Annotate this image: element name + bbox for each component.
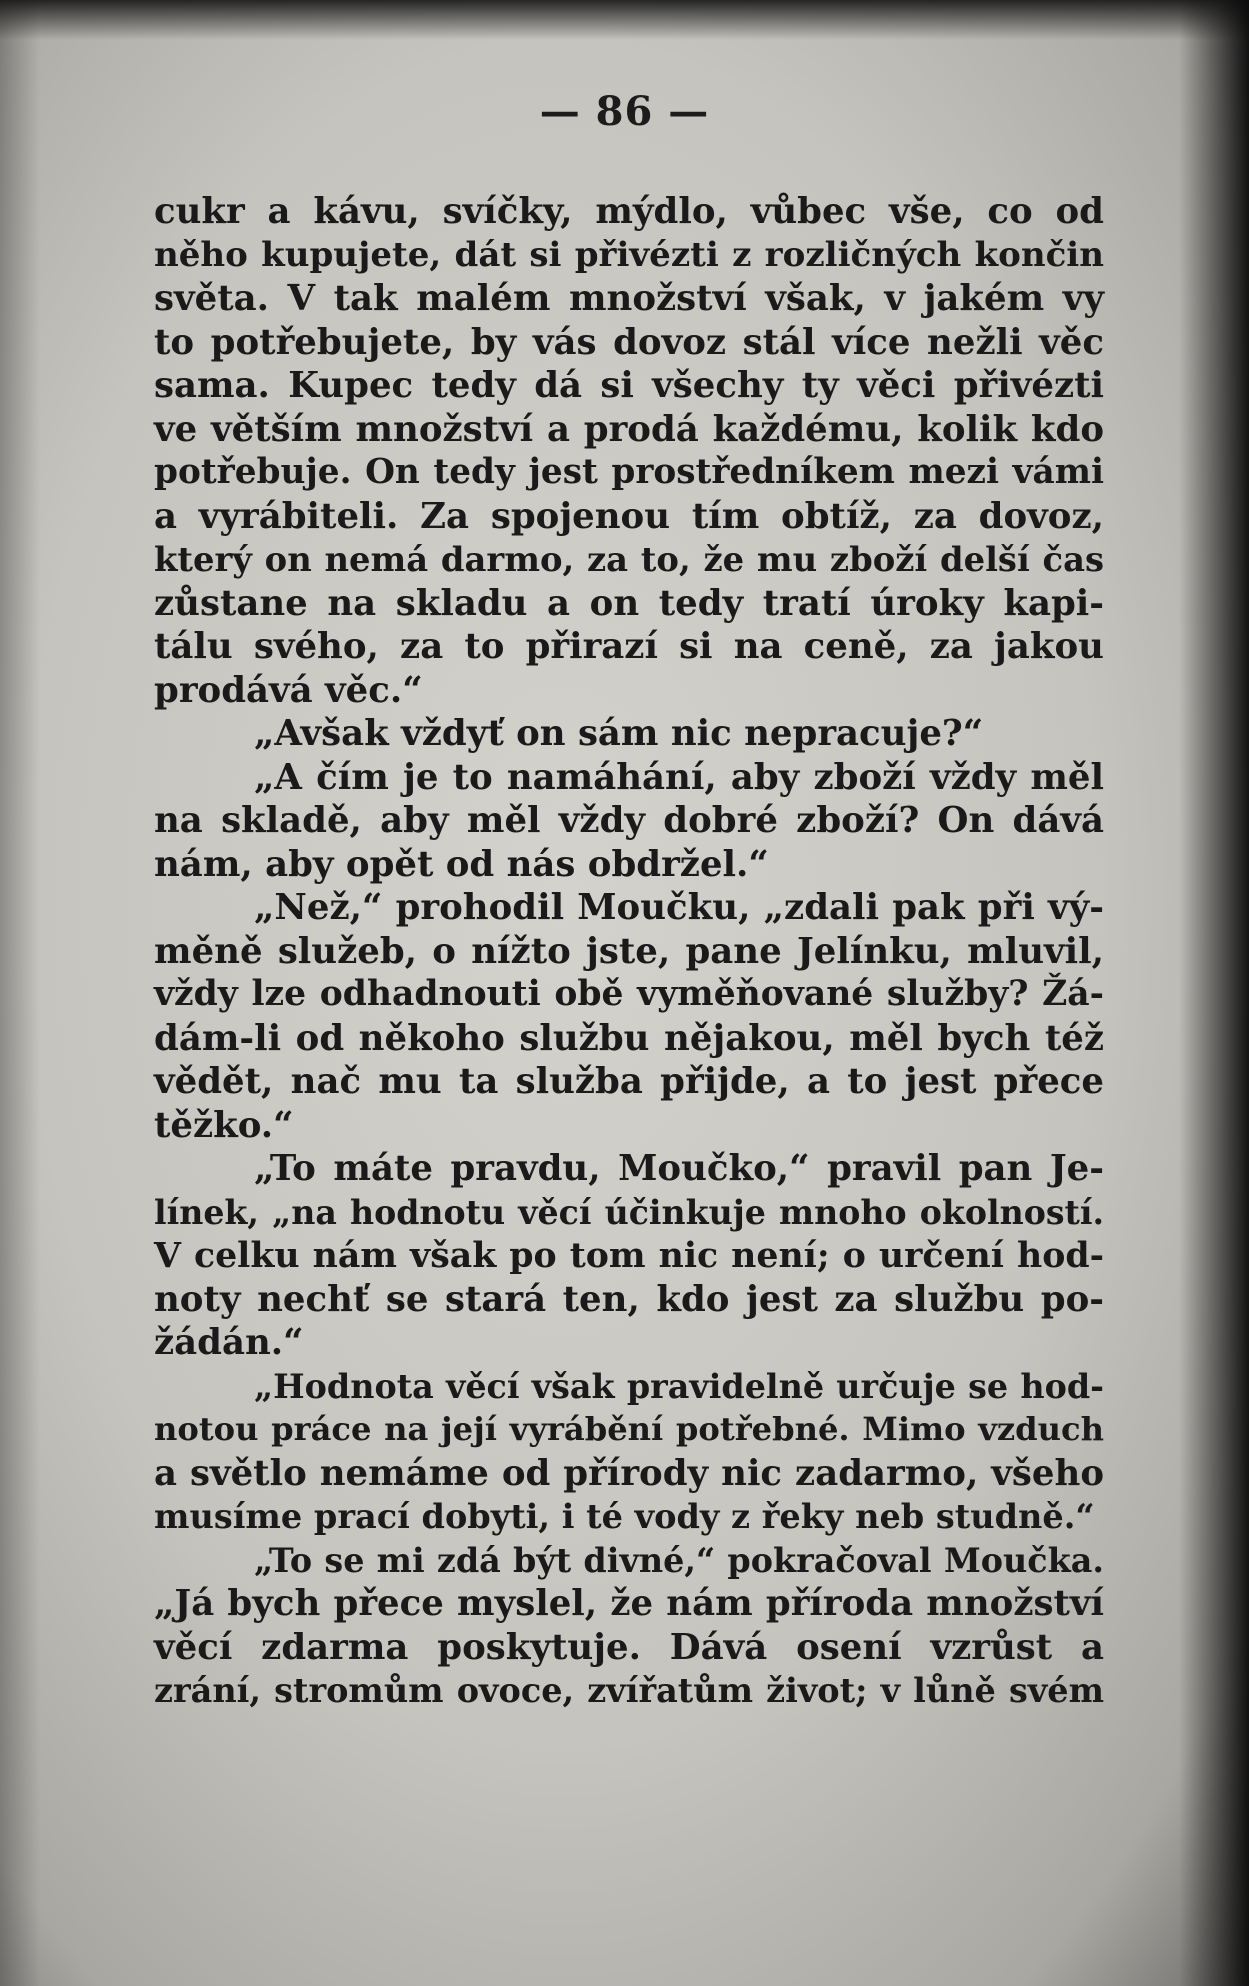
text-line: to potřebujete, by vás dovoz stál více nežli věc (154, 321, 1104, 363)
text-line: zůstane na skladu a on tedy tratí úroky kapi- (154, 582, 1104, 624)
text-line: těžko.“ (154, 1104, 294, 1146)
text-line: musíme prací dobyti, i té vody z řeky neb studně.“ (154, 1497, 1095, 1536)
text-line: měně služeb, o nížto jste, pane Jelínku, mluvil, (154, 930, 1104, 972)
text-line: a světlo nemáme od přírody nic zadarmo, všeho (154, 1452, 1104, 1494)
text-line: a vyrábiteli. Za spojenou tím obtíž, za dovoz, (154, 495, 1104, 537)
text-line: prodává věc.“ (154, 669, 423, 711)
text-line: „A čím je to namáhání, aby zboží vždy měl (254, 756, 1104, 798)
text-line: zrání, stromům ovoce, zvířatům život; v lůně svém (154, 1671, 1104, 1710)
text-line: „To máte pravdu, Moučko,“ pravil pan Je- (254, 1148, 1104, 1189)
text-line: línek, „na hodnotu věcí účinkuje mnoho okolností. (154, 1192, 1104, 1232)
text-line: potřebuje. On tedy jest prostředníkem mezi vámi (154, 452, 1104, 492)
text-line: noty nechť se stará ten, kdo jest za službu po- (154, 1278, 1104, 1320)
text-line: sama. Kupec tedy dá si všechy ty věci přivézti (154, 365, 1104, 406)
text-line: něho kupujete, dát si přivézti z rozličných končin (154, 234, 1104, 275)
text-line: nám, aby opět od nás obdržel.“ (154, 843, 769, 885)
text-line: „Já bych přece myslel, že nám příroda množství (154, 1583, 1104, 1624)
page-left-shadow (0, 0, 40, 1986)
text-line: který on nemá darmo, za to, že mu zboží delší čas (154, 539, 1104, 579)
page-top-shadow (0, 0, 1249, 40)
text-line: notou práce na její vyrábění potřebné. Mimo vzduch (154, 1410, 1104, 1448)
text-line: „Hodnota věcí však pravidelně určuje se hod- (254, 1366, 1104, 1406)
text-line: V celku nám však po tom nic není; o určení hod- (154, 1235, 1104, 1276)
text-line: tálu svého, za to přirazí si na ceně, za jakou (154, 626, 1104, 667)
text-line: dám-li od někoho službu nějakou, měl bych též (154, 1017, 1104, 1059)
page-number: — 86 — (539, 88, 710, 135)
text-line: cukr a kávu, svíčky, mýdlo, vůbec vše, co od (154, 191, 1104, 232)
text-line: na skladě, aby měl vždy dobré zboží? On dává (154, 800, 1104, 841)
body-text (154, 190, 1104, 1713)
text-line: ve větším množství a prodá každému, kolik kdo (154, 408, 1104, 450)
text-line: „Avšak vždyť on sám nic nepracuje?“ (254, 713, 984, 754)
text-line: věcí zdarma poskytuje. Dává osení vzrůst a (154, 1626, 1104, 1668)
page-binding-shadow (1179, 0, 1249, 1986)
text-line: „Než,“ prohodil Moučku, „zdali pak při vý- (254, 887, 1104, 928)
text-line: vědět, nač mu ta služba přijde, a to jest přece (154, 1061, 1104, 1102)
text-line: světa. V tak malém množství však, v jakém vy (154, 278, 1104, 319)
text-line: „To se mi zdá být divné,“ pokračoval Moučka. (254, 1540, 1104, 1580)
text-line: vždy lze odhadnouti obě vyměňované služby? Žá- (154, 974, 1104, 1014)
text-line: žádán.“ (154, 1322, 304, 1363)
